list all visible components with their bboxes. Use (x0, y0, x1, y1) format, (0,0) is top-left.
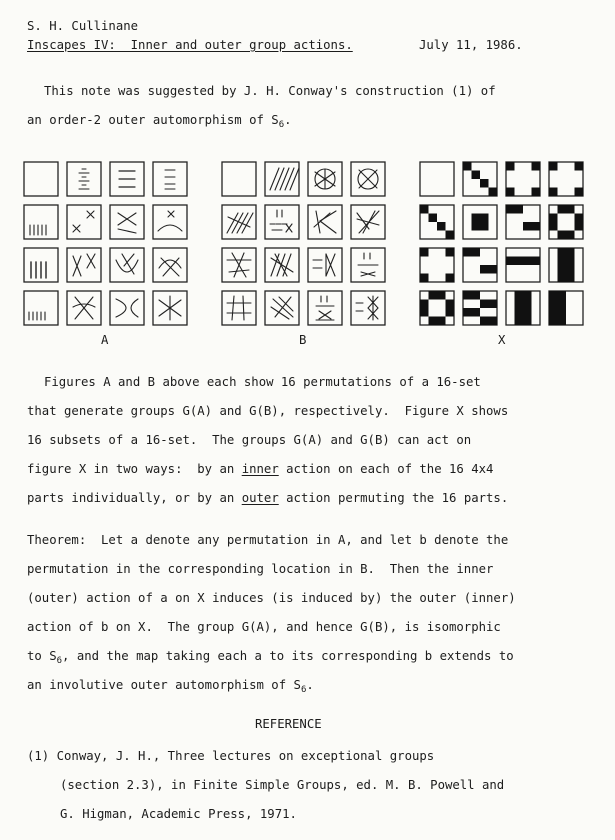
figure-a-cell (24, 248, 58, 282)
figure-x-cell (549, 248, 583, 282)
figure-b-cell (265, 291, 299, 325)
figure-b-cell (265, 162, 299, 196)
figure-a-label: A (101, 333, 109, 347)
figure-b (220, 160, 390, 326)
figure-x-cell (506, 162, 540, 196)
figure-x (418, 160, 588, 326)
figure-x-cell (463, 162, 497, 196)
reference-line-3: G. Higman, Academic Press, 1971. (60, 807, 297, 821)
figure-a-cell (153, 205, 187, 239)
figure-x-label: X (498, 333, 506, 347)
figure-b-cell (265, 205, 299, 239)
figure-b-label: B (299, 333, 307, 347)
figure-a-cell (153, 291, 187, 325)
figure-x-cell (506, 248, 540, 282)
figure-b-cell (308, 291, 342, 325)
reference-heading: REFERENCE (255, 717, 322, 731)
figure-x-cell (549, 291, 583, 325)
para-line-4: figure X in two ways: by an inner action on each of the 16 4x4 (27, 462, 494, 476)
figure-b-cell (222, 248, 256, 282)
theorem-line-5: to $S_6$, and the map taking each a to its corresponding b extends to (27, 649, 514, 666)
figure-a-cell (67, 291, 101, 325)
figure-a-cell (153, 248, 187, 282)
figure-a-cell (110, 205, 144, 239)
intro-line-1: This note was suggested by J. H. Conway's construction (1) of (44, 84, 496, 98)
figure-b-cell (351, 205, 385, 239)
author: S. H. Cullinane (27, 19, 139, 33)
figure-b-cell (308, 248, 342, 282)
figure-x-cell (420, 291, 454, 325)
para-line-3: 16 subsets of a 16-set. The groups G(A) and G(B) can act on (27, 433, 472, 447)
theorem-line-3: (outer) action of a on X induces (is induced by) the outer (inner) (27, 591, 516, 605)
figure-a-cell (24, 291, 58, 325)
outer-emphasis: outer (241, 491, 279, 505)
reference-line-2: (section 2.3), in Finite Simple Groups, ed. M. B. Powell and (60, 778, 505, 792)
figure-a-cell (24, 162, 58, 196)
inner-emphasis: inner (241, 462, 279, 476)
figure-a-cell (67, 205, 101, 239)
figure-b-cell (351, 248, 385, 282)
figure-x-cell (506, 205, 540, 239)
figure-a-cell (110, 162, 144, 196)
figure-x-cell (463, 248, 497, 282)
theorem-line-2: permutation in the corresponding location in B. Then the inner (27, 562, 494, 576)
figure-a-cell (110, 248, 144, 282)
para-line-5: parts individually, or by an outer action permuting the 16 parts. (27, 491, 509, 505)
figure-a-cell (67, 162, 101, 196)
figure-a-cell (67, 248, 101, 282)
theorem-line-4: action of b on X. The group G(A), and hence G(B), is isomorphic (27, 620, 501, 634)
figure-x-cell (420, 205, 454, 239)
figure-b-cell (265, 248, 299, 282)
reference-line-1: (1) Conway, J. H., Three lectures on exceptional groups (27, 749, 435, 763)
para-line-1: Figures A and B above each show 16 permutations of a 16-set (44, 375, 481, 389)
figure-a-cell (110, 291, 144, 325)
figure-a-cell (24, 205, 58, 239)
figure-a-cell (153, 162, 187, 196)
figure-x-cell (420, 162, 454, 196)
figure-x-cell (549, 162, 583, 196)
figure-b-cell (222, 162, 256, 196)
theorem-line-6: an involutive outer automorphism of $S_6$. (27, 678, 314, 695)
figure-x-cell (463, 205, 497, 239)
theorem-line-1: Theorem: Let a denote any permutation in A, and let b denote the (27, 533, 509, 547)
figure-x-cell (420, 248, 454, 282)
figure-x-cell (549, 205, 583, 239)
intro-line-2: an order-2 outer automorphism of $S_6$. (27, 113, 292, 130)
document-title: Inscapes IV: Inner and outer group actions. (27, 38, 353, 52)
document-date: July 11, 1986. (419, 38, 523, 52)
figure-b-cell (222, 291, 256, 325)
figure-b-cell (222, 205, 256, 239)
para-line-2: that generate groups G(A) and G(B), respectively. Figure X shows (27, 404, 509, 418)
figure-x-cell (506, 291, 540, 325)
figure-a (22, 160, 192, 326)
figure-b-cell (351, 162, 385, 196)
figure-x-cell (463, 291, 497, 325)
figure-b-cell (308, 162, 342, 196)
figure-b-cell (308, 205, 342, 239)
figure-b-cell (351, 291, 385, 325)
